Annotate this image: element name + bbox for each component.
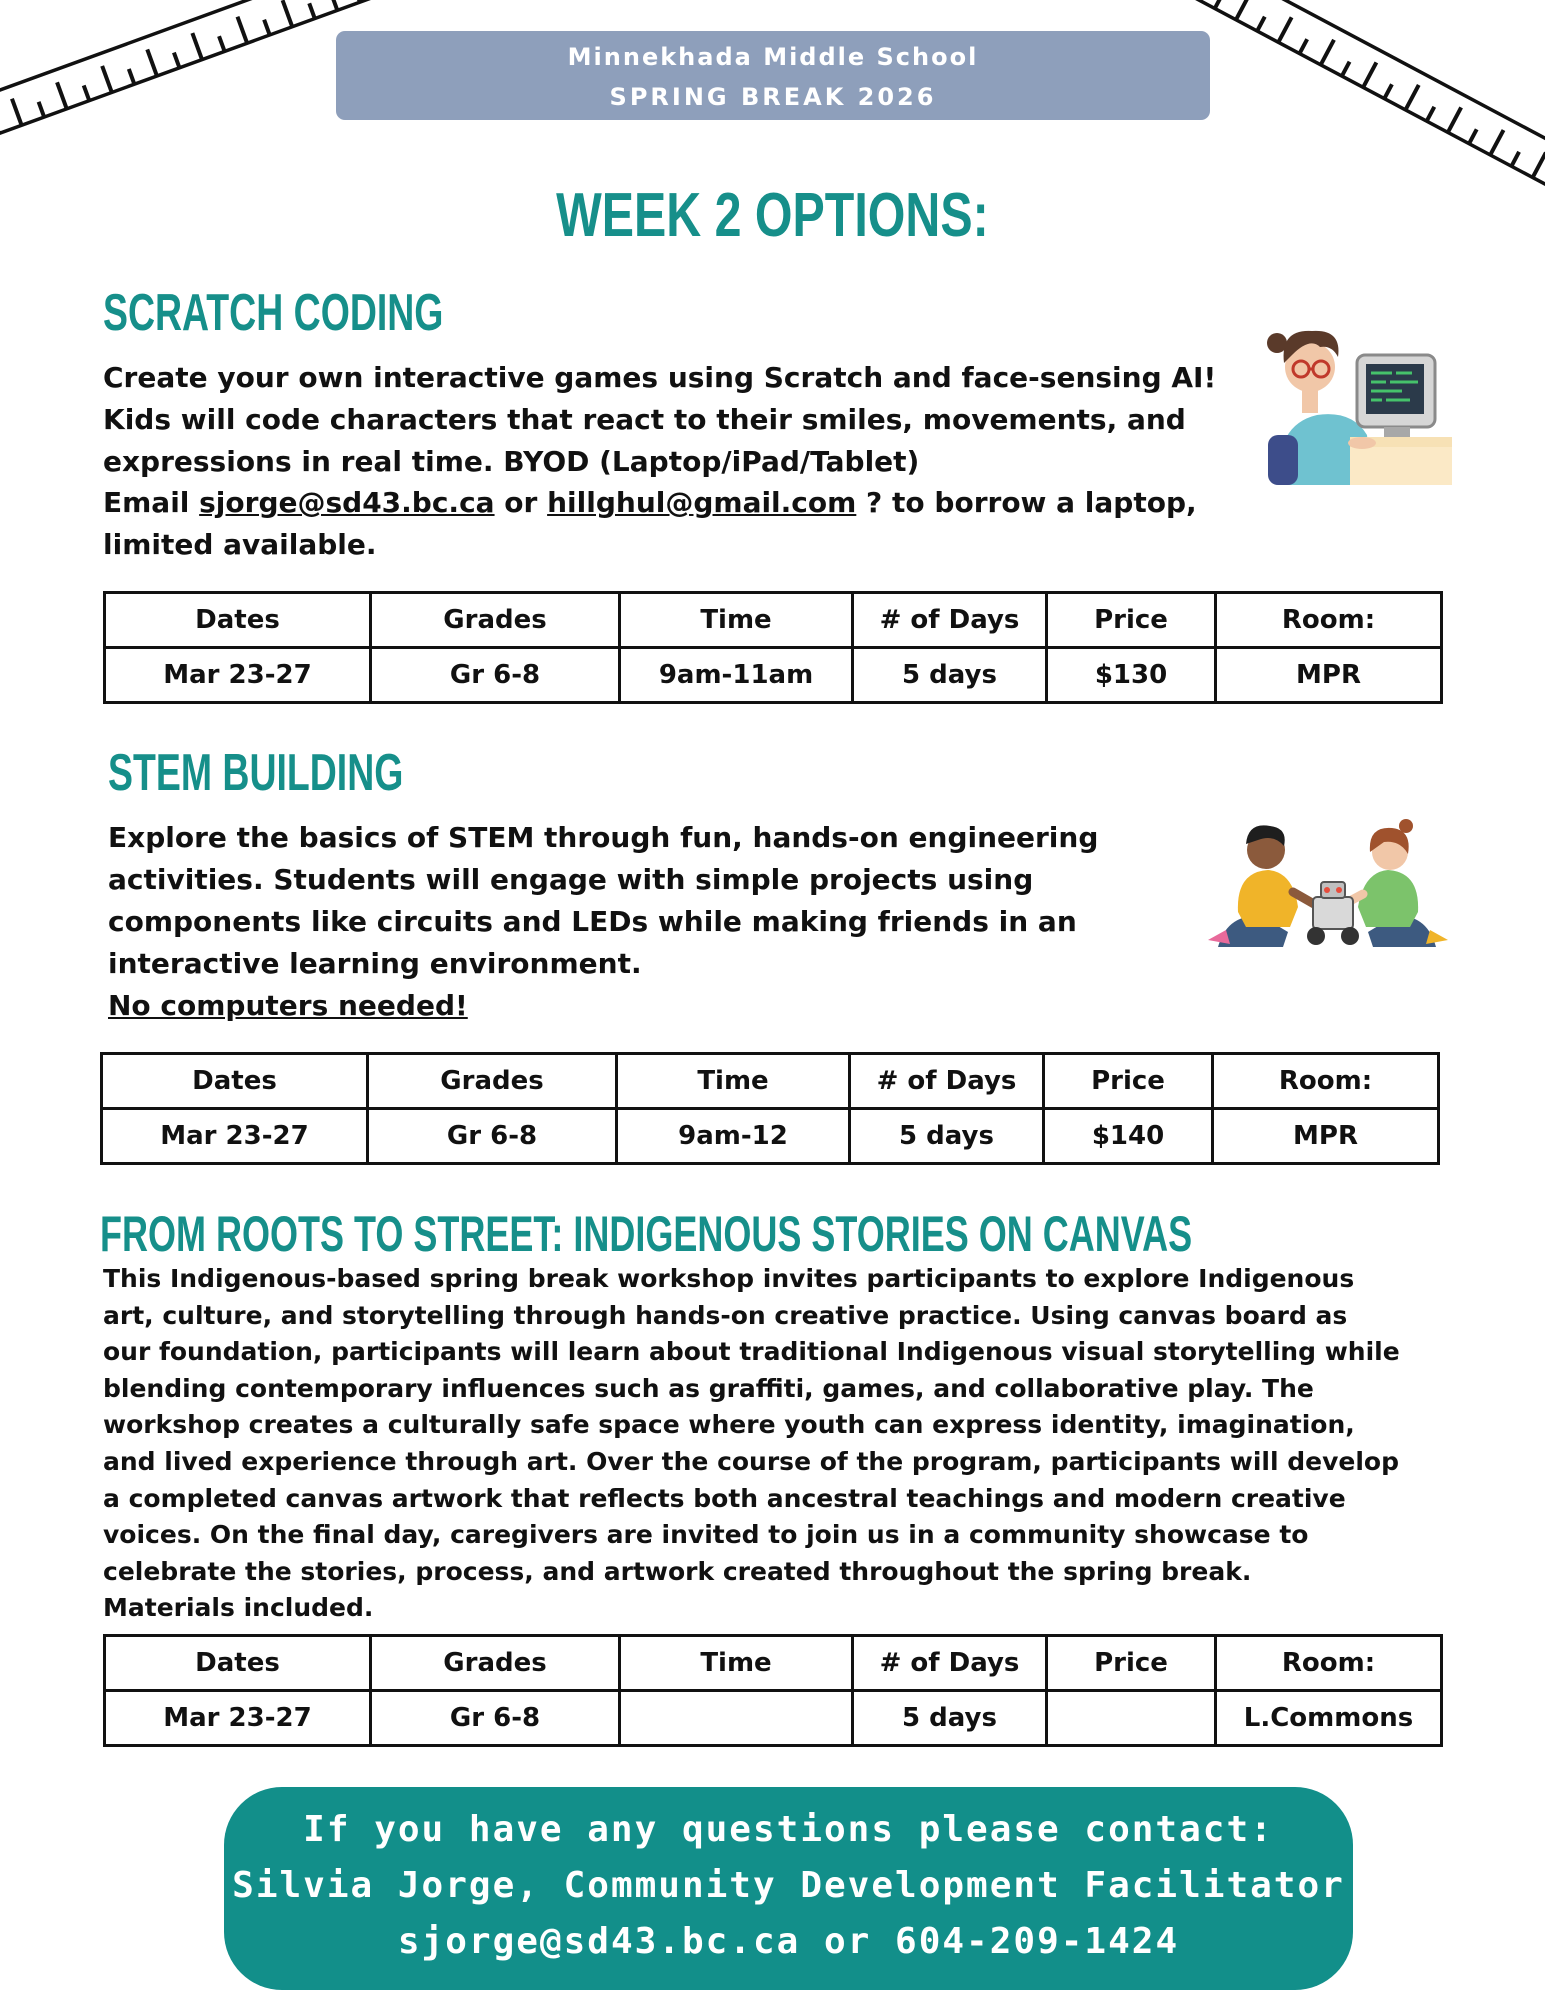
contact-box xyxy=(224,1787,1353,1990)
description-line: Kids will code characters that react to their smiles, movements, and xyxy=(103,402,1186,436)
stem-building-title: STEM BUILDING xyxy=(108,744,404,802)
description-line: a completed canvas artwork that reflects both ancestral teachings and modern creative xyxy=(103,1483,1346,1513)
header-cell-days: # of Days xyxy=(853,593,1047,648)
description-line: expressions in real time. BYOD (Laptop/iPad/Tablet) xyxy=(103,444,920,478)
header-cell-room: Room: xyxy=(1213,1054,1439,1109)
cell-grades: Gr 6-8 xyxy=(371,1691,620,1746)
description-line: Create your own interactive games using Scratch and face-sensing AI! xyxy=(103,361,1217,394)
cell-time: 9am-12 xyxy=(617,1109,850,1164)
header-cell-time: Time xyxy=(620,593,853,648)
header-cell-days: # of Days xyxy=(853,1636,1047,1691)
description-line: Explore the basics of STEM through fun, hands-on engineering xyxy=(108,821,1099,854)
program-name: SPRING BREAK 2026 xyxy=(609,83,937,111)
cell-grades: Gr 6-8 xyxy=(368,1109,617,1164)
table-header-row xyxy=(102,1054,1439,1109)
header-cell-price: Price xyxy=(1044,1054,1213,1109)
cell-days: 5 days xyxy=(853,1691,1047,1746)
cell-time: 9am-11am xyxy=(620,648,853,703)
description-line: workshop creates a culturally safe space where youth can express identity, imagination, xyxy=(103,1410,1355,1440)
table-row xyxy=(105,1691,1442,1746)
stem-building-description xyxy=(108,817,1208,1027)
header-cell-days: # of Days xyxy=(850,1054,1044,1109)
description-line: activities. Students will engage with simple projects using xyxy=(108,863,1034,896)
table-header-row xyxy=(105,1636,1442,1691)
coder-illustration xyxy=(1262,315,1452,489)
roots-to-street-table xyxy=(103,1634,1443,1747)
description-line: our foundation, participants will learn about traditional Indigenous visual storytelling while xyxy=(103,1337,1400,1367)
table-header-row xyxy=(105,593,1442,648)
email-link-hillghul[interactable]: hillghul@gmail.com xyxy=(547,486,857,520)
header-cell-room: Room: xyxy=(1216,1636,1442,1691)
description-line: blending contemporary influences such as graffiti, games, and collaborative play. The xyxy=(103,1373,1314,1403)
table-row xyxy=(105,648,1442,703)
description-line: celebrate the stories, process, and artwork created throughout the spring break. xyxy=(103,1556,1252,1586)
robot-building-illustration xyxy=(1208,812,1448,956)
header-cell-time: Time xyxy=(617,1054,850,1109)
scratch-coding-table xyxy=(103,591,1443,704)
header-cell-grades: Grades xyxy=(368,1054,617,1109)
cell-price: $140 xyxy=(1044,1109,1213,1164)
roots-to-street-title: FROM ROOTS TO STREET: INDIGENOUS STORIES ON CANVAS xyxy=(100,1206,1193,1262)
email-prefix: Email xyxy=(103,486,200,520)
header-cell-grades: Grades xyxy=(371,593,620,648)
scratch-coding-description xyxy=(103,357,1233,566)
cell-dates: Mar 23-27 xyxy=(105,1691,371,1746)
description-line: limited available. xyxy=(103,528,377,562)
description-line: Materials included. xyxy=(103,1593,374,1623)
cell-dates: Mar 23-27 xyxy=(105,648,371,703)
description-line: interactive learning environment. xyxy=(108,947,642,980)
cell-time xyxy=(620,1691,853,1746)
cell-days: 5 days xyxy=(853,648,1047,703)
no-computers-note: No computers needed! xyxy=(108,989,468,1022)
email-or: or xyxy=(494,486,548,520)
contact-intro: If you have any questions please contact: xyxy=(303,1809,1274,1850)
stem-building-table xyxy=(100,1052,1440,1165)
description-line: This Indigenous-based spring break workshop invites participants to explore Indigenous xyxy=(103,1264,1355,1293)
table-row xyxy=(102,1109,1439,1164)
header-cell-dates: Dates xyxy=(102,1054,368,1109)
cell-grades: Gr 6-8 xyxy=(371,648,620,703)
scratch-coding-title: SCRATCH CODING xyxy=(103,284,444,342)
description-line: voices. On the final day, caregivers are invited to join us in a community showcase to xyxy=(103,1520,1309,1550)
description-line: art, culture, and storytelling through hands-on creative practice. Using canvas board as xyxy=(103,1300,1348,1330)
cell-room: MPR xyxy=(1213,1109,1439,1164)
description-line: and lived experience through art. Over the course of the program, participants will develop xyxy=(103,1446,1399,1476)
email-suffix: ? to borrow a laptop, xyxy=(856,486,1197,520)
email-link-sjorge[interactable]: sjorge@sd43.bc.ca xyxy=(199,486,495,520)
header-cell-dates: Dates xyxy=(105,1636,371,1691)
header-cell-price: Price xyxy=(1047,1636,1216,1691)
header-banner xyxy=(336,31,1210,120)
header-cell-time: Time xyxy=(620,1636,853,1691)
email-line xyxy=(103,482,1233,524)
description-line: components like circuits and LEDs while making friends in an xyxy=(108,905,1077,938)
school-name: Minnekhada Middle School xyxy=(567,43,979,71)
page-title: WEEK 2 OPTIONS: xyxy=(556,181,989,250)
cell-price xyxy=(1047,1691,1216,1746)
cell-price: $130 xyxy=(1047,648,1216,703)
header-cell-price: Price xyxy=(1047,593,1216,648)
cell-dates: Mar 23-27 xyxy=(102,1109,368,1164)
header-cell-dates: Dates xyxy=(105,593,371,648)
cell-days: 5 days xyxy=(850,1109,1044,1164)
header-cell-grades: Grades xyxy=(371,1636,620,1691)
roots-to-street-description xyxy=(103,1261,1423,1627)
cell-room: L.Commons xyxy=(1216,1691,1442,1746)
header-cell-room: Room: xyxy=(1216,593,1442,648)
contact-name: Silvia Jorge, Community Development Facilitator xyxy=(232,1865,1345,1906)
cell-room: MPR xyxy=(1216,648,1442,703)
contact-details[interactable]: sjorge@sd43.bc.ca or 604-209-1424 xyxy=(397,1921,1180,1962)
